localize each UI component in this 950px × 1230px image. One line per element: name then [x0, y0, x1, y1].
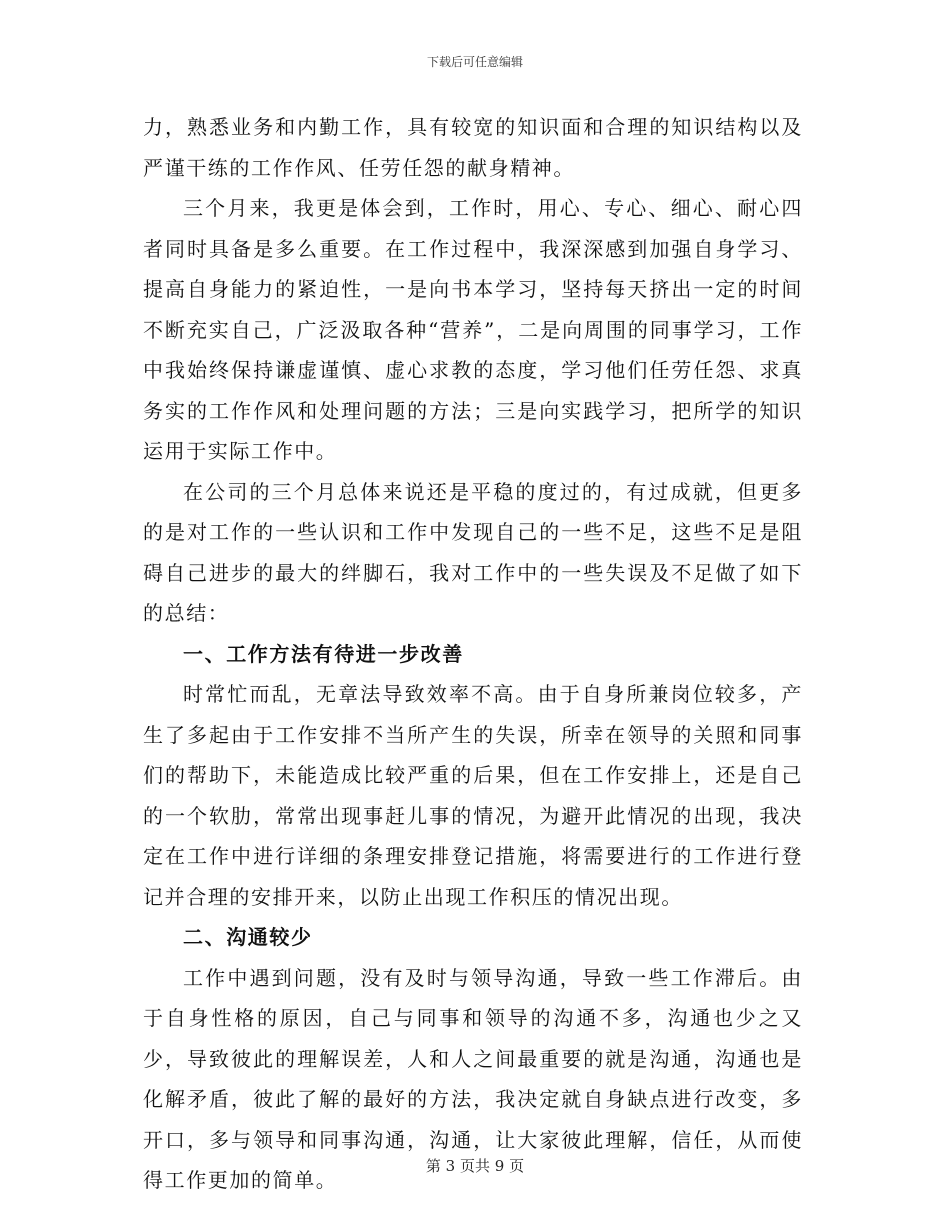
- paragraph-summary-intro: 在公司的三个月总体来说还是平稳的度过的，有过成就，但更多的是对工作的一些认识和工作中发现自己的一些不足，这些不足是阻碍自己进步的最大的绊脚石，我对工作中的一些失误及不足做了如下的总结：: [143, 479, 803, 625]
- paragraph-three-months: 三个月来，我更是体会到，工作时，用心、专心、细心、耐心四者同时具备是多么重要。在工作过程中，我深深感到加强自身学习、提高自身能力的紧迫性，一是向书本学习，坚持每天挤出一定的时间不断充实自己，广泛汲取各种“营养”，二是向周围的同事学习，工作中我始终保持谦虚谨慎、虚心求教的态度，学习他们任劳任怨、求真务实的工作作风和处理问题的方法；三是向实践学习，把所学的知识运用于实际工作中。: [143, 196, 803, 463]
- section-heading-work-method: 一、工作方法有待进一步改善: [183, 641, 464, 666]
- paragraph-communication: 工作中遇到问题，没有及时与领导沟通，导致一些工作滞后。由于自身性格的原因，自己与同事和领导的沟通不多，沟通也少之又少，导致彼此的理解误差，人和人之间最重要的就是沟通，沟通也是化解矛盾，彼此了解的最好的方法，我决定就自身缺点进行改变，多开口，多与领导和同事沟通，沟通，让大家彼此理解，信任，从而使得工作更加的简单。: [143, 965, 803, 1192]
- document-body: [143, 107, 803, 1201]
- paragraph-continued: 力，熟悉业务和内勤工作，具有较宽的知识面和合理的知识结构以及严谨干练的工作作风、任劳任怨的献身精神。: [143, 115, 803, 180]
- section-heading-communication: 二、沟通较少: [183, 925, 313, 949]
- page-number: 第 3 页共 9 页: [425, 1157, 525, 1175]
- page-header: 下载后可任意编辑: [426, 55, 523, 69]
- paragraph-work-method: 时常忙而乱，无章法导致效率不高。由于自身所兼岗位较多，产生了多起由于工作安排不当所产生的失误，所幸在领导的关照和同事们的帮助下，未能造成比较严重的后果，但在工作安排上，还是自己的一个软肋，常常出现事赶儿事的情况，为避开此情况的出现，我决定在工作中进行详细的条理安排登记措施，将需要进行的工作进行登记并合理的安排开来，以防止出现工作积压的情况出现。: [143, 682, 803, 909]
